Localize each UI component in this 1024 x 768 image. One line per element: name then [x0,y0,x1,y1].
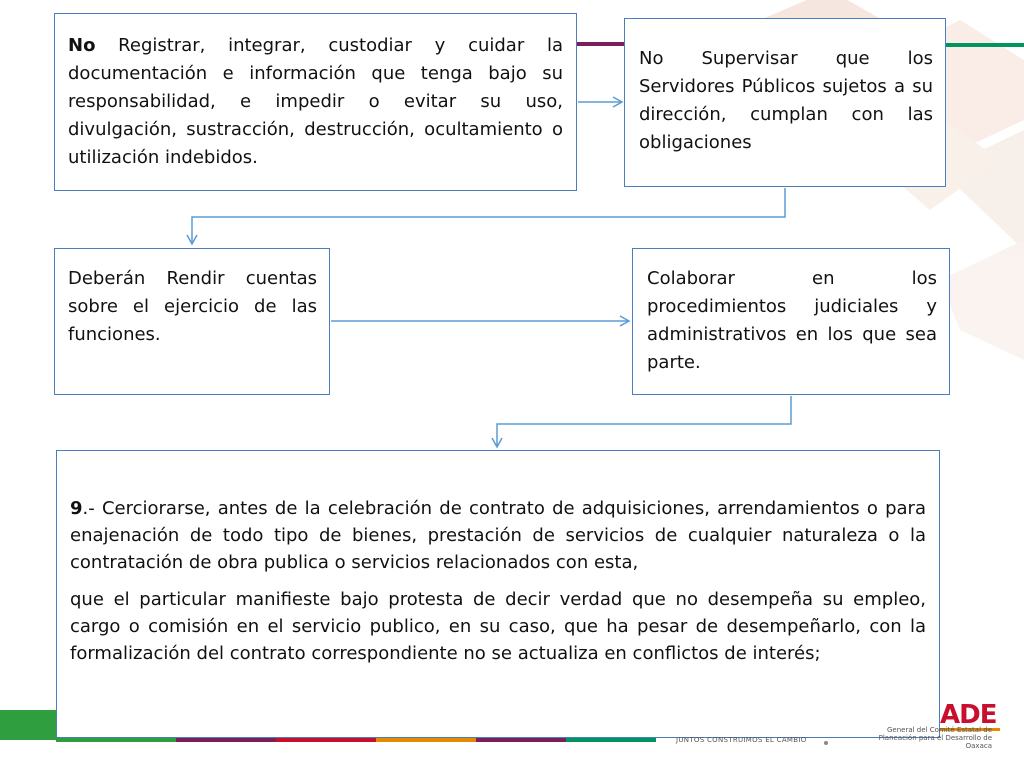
box1-lead: No [68,35,96,56]
box-rendir-cuentas [54,248,330,395]
box5-number: 9 [70,498,83,519]
box2-text: No Supervisar que los Servidores Públicos sujetos a su dirección, cumplan con las obligaciones [639,48,933,153]
logo-ade: ADE [940,700,997,730]
box-colaborar [632,248,950,395]
logo-subtitle: General del Comité Estatal de Planeación para el Desarrollo de Oaxaca [878,726,992,750]
box1-text: Registrar, integrar, custodiar y cuidar la documentación e información que tenga bajo su responsabilidad, e impedir o evitar su uso, divulgación, sustracción, destrucción, ocultamiento o utilización indebidos. [68,35,563,168]
box-no-supervisar [624,18,946,187]
box5-para1: .- Cerciorarse, antes de la celebración de contrato de adquisiciones, arrendamientos o para enajenación de todo tipo de bienes, prestación de servicios de cualquier naturaleza o la contratación de obra publica o servicios relacionados con esta, [70,498,926,573]
box-no-registrar [54,13,577,191]
box5-para2: que el particular manifieste bajo protesta de decir verdad que no desempeña su empleo, cargo o comisión en el servicio publico, en su caso, que ha pesar de desempeñarlo, con la formalización del contrato correspondiente no se actualiza en conflictos de interés; [70,589,926,664]
footer-slogan: JUNTOS CONSTRUIMOS EL CAMBIO [676,736,807,744]
box3-text: Deberán Rendir cuentas sobre el ejercicio de las funciones. [68,268,317,345]
box4-text: Colaborar en los procedimientos judiciales y administrativos en los que sea parte. [647,268,937,373]
box-cerciorarse [56,450,940,738]
